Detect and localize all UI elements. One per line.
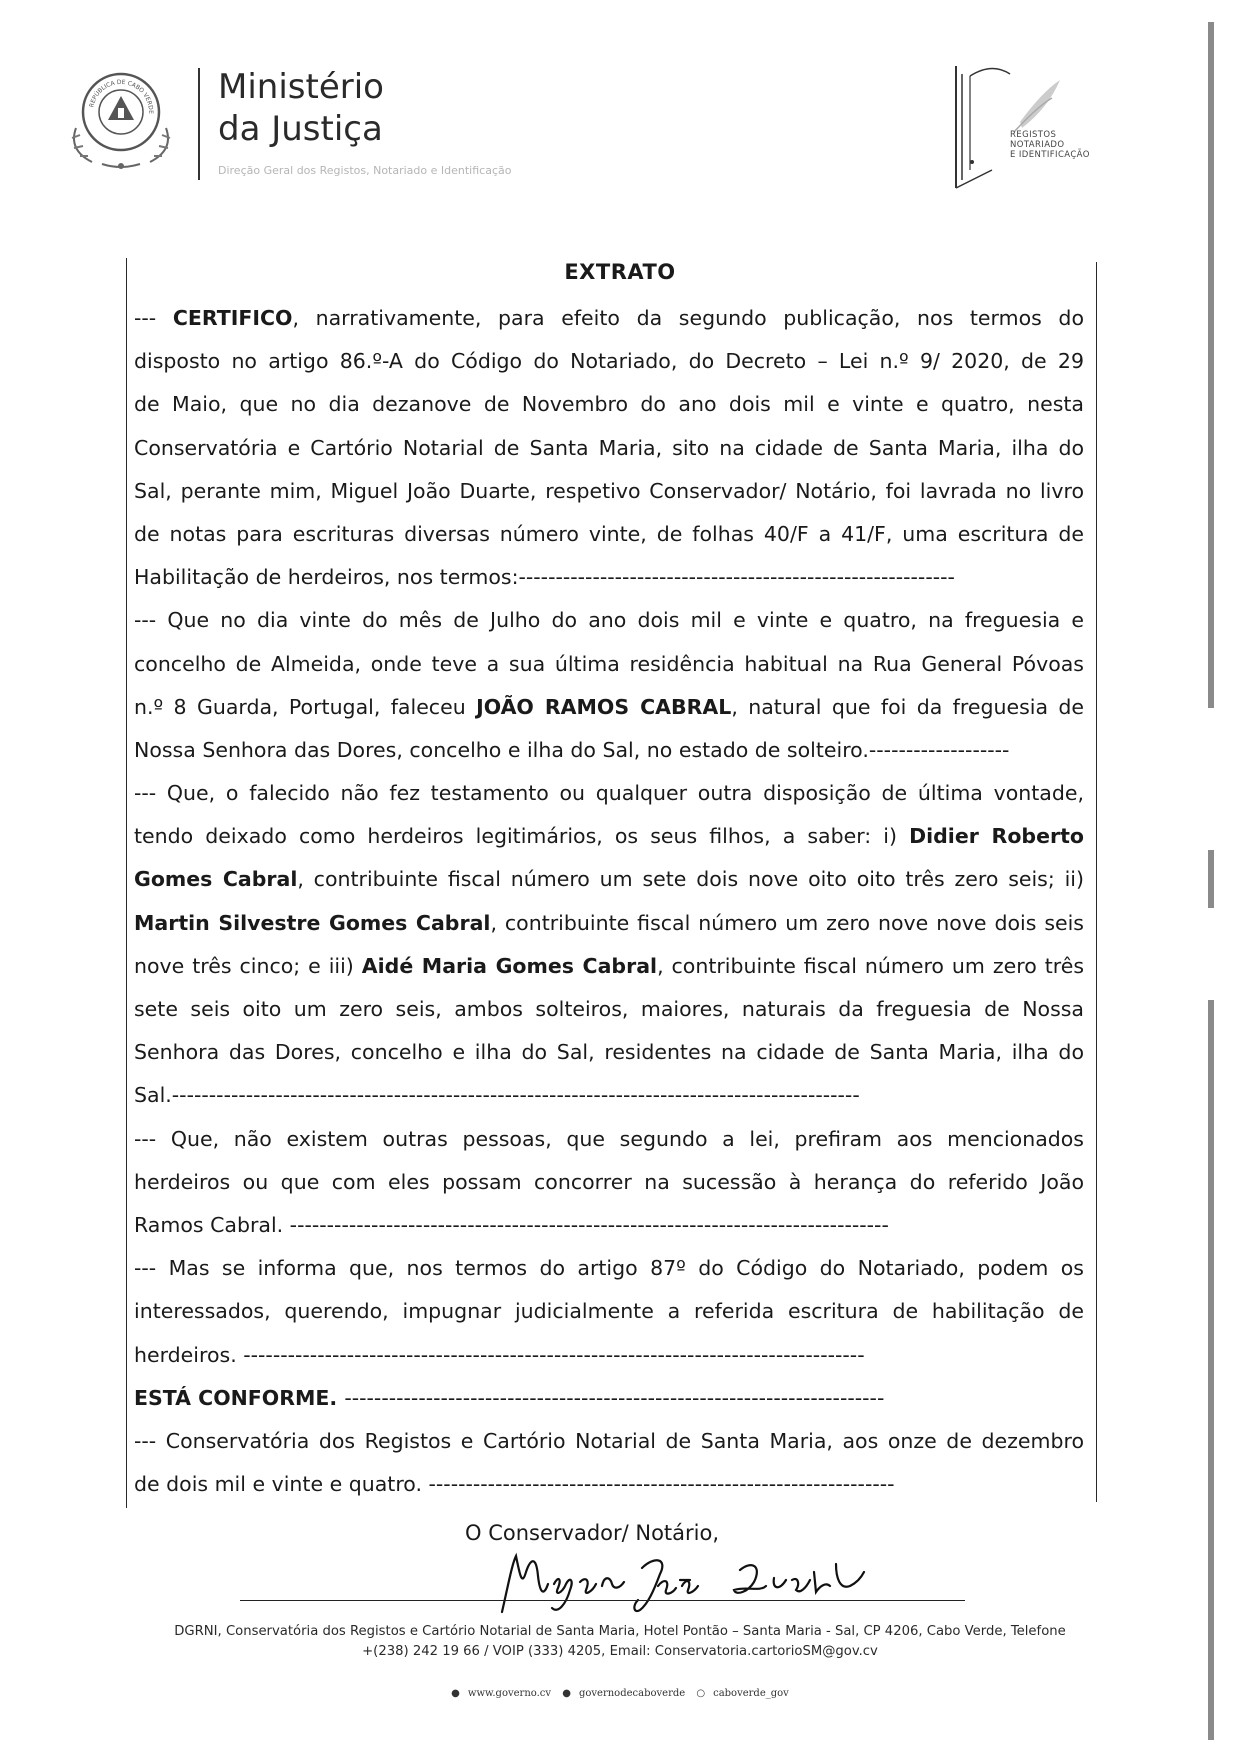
document-line	[134, 556, 1084, 599]
seal-text: REPÚBLICA DE CABO VERDE	[88, 78, 155, 114]
ministry-name	[218, 66, 384, 150]
body-frame-left	[126, 258, 127, 1508]
line-text: --- Mas se informa que, nos termos do artigo 87º do Código do Notariado, podem os	[134, 1256, 1084, 1281]
ministry-line-2: da Justiça	[218, 109, 383, 149]
bold-text: ESTÁ CONFORME.	[134, 1385, 345, 1410]
document-line	[134, 945, 1084, 988]
document-line	[134, 643, 1084, 686]
footer-address	[0, 1622, 1240, 1662]
footer-line-1: DGRNI, Conservatória dos Registos e Cartório Notarial de Santa Maria, Hotel Pontão – Santa Maria - Sal, CP 4206, Cabo Verde, Telefone	[174, 1624, 1066, 1639]
bold-text: JOÃO RAMOS CABRAL	[476, 694, 732, 719]
dgrni-text	[1010, 130, 1090, 160]
dgrni-line-3: E IDENTIFICAÇÃO	[1010, 150, 1090, 160]
document-line	[134, 1463, 1084, 1506]
bold-text: Gomes Cabral	[134, 867, 298, 892]
line-text: , contribuinte fiscal número um zero três	[657, 953, 1084, 978]
header-divider	[198, 68, 200, 180]
document-line	[134, 297, 1084, 340]
document-line	[134, 1290, 1084, 1333]
signature-line	[240, 1600, 965, 1601]
body-frame-right	[1096, 262, 1097, 1502]
document-line	[134, 1118, 1084, 1161]
instagram-icon: ○	[696, 1688, 706, 1699]
web-icon: ●	[451, 1688, 460, 1699]
ministry-subtitle: Direção Geral dos Registos, Notariado e Identificação	[218, 164, 512, 177]
line-text: disposto no artigo 86.º-A do Código do Notariado, do Decreto – Lei n.º 9/ 2020, de 29	[134, 349, 1084, 374]
document-line	[134, 1334, 1084, 1377]
document-line	[134, 383, 1084, 426]
line-text: n.º 8 Guarda, Portugal, faleceu	[134, 694, 477, 719]
bold-text: Aidé Maria Gomes Cabral	[361, 953, 658, 978]
document-line	[134, 427, 1084, 470]
dgrni-line-2: NOTARIADO	[1010, 140, 1065, 150]
document-line	[134, 513, 1084, 556]
document-body	[134, 297, 1084, 1506]
line-text: Habilitação de herdeiros, nos termos:-----------------------------------------------------------	[134, 565, 955, 590]
document-line	[134, 1074, 1084, 1117]
line-text: Sal.---------------------------------------------------------------------------------------------	[134, 1083, 860, 1108]
line-text: --- Que, o falecido não fez testamento ou qualquer outra disposição de última vontade,	[134, 781, 1084, 806]
document-line	[134, 470, 1084, 513]
line-text: , natural que foi da freguesia de	[731, 694, 1084, 719]
line-text: Sal, perante mim, Miguel João Duarte, respetivo Conservador/ Notário, foi lavrada no livro	[134, 478, 1084, 503]
document-line	[134, 1420, 1084, 1463]
document-title: EXTRATO	[564, 260, 676, 284]
line-text: Senhora das Dores, concelho e ilha do Sal, residentes na cidade de Santa Maria, ilha do	[134, 1040, 1084, 1065]
document-line	[134, 815, 1084, 858]
line-text: -------------------------------------------------------------------------	[344, 1385, 885, 1410]
line-text: , contribuinte fiscal número um sete dois nove oito oito três zero seis; ii)	[297, 867, 1084, 892]
line-text: herdeiros. ------------------------------------------------------------------------------------	[134, 1342, 865, 1367]
document-line	[134, 729, 1084, 772]
document-line	[134, 599, 1084, 642]
document-line	[134, 772, 1084, 815]
line-text: de notas para escrituras diversas número vinte, de folhas 40/F a 41/F, uma escritura de	[134, 521, 1084, 546]
line-text: sete seis oito um zero seis, ambos solteiros, maiores, naturais da freguesia de Nossa	[134, 997, 1084, 1021]
bold-text: CERTIFICO	[172, 306, 293, 330]
social-links	[0, 1688, 1240, 1699]
document-line	[134, 858, 1084, 901]
line-text: tendo deixado como herdeiros legitimários, os seus filhos, a saber: i)	[134, 824, 910, 849]
scan-edge-mark	[1208, 22, 1214, 708]
line-text: --- Que, não existem outras pessoas, que segundo a lei, prefiram aos mencionados	[134, 1126, 1084, 1151]
line-text: Conservatória e Cartório Notarial de Santa Maria, sito na cidade de Santa Maria, ilha do	[134, 435, 1084, 460]
bold-text: Martin Silvestre Gomes Cabral	[134, 910, 491, 935]
document-line	[134, 1031, 1084, 1074]
line-text: ---	[134, 306, 173, 330]
instagram-link[interactable]: caboverde_gov	[713, 1688, 789, 1699]
document-line	[134, 988, 1084, 1031]
document-line	[134, 902, 1084, 945]
document-line	[134, 1204, 1084, 1247]
line-text: de dois mil e vinte e quatro. ---------------------------------------------------------------	[134, 1472, 895, 1497]
document-line	[134, 1247, 1084, 1290]
line-text: --- Que no dia vinte do mês de Julho do ano dois mil e vinte e quatro, na freguesia e	[134, 608, 1084, 633]
web-link[interactable]: www.governo.cv	[467, 1688, 552, 1699]
scan-edge-mark	[1208, 850, 1214, 908]
document-line	[134, 1377, 1084, 1420]
facebook-icon: ●	[562, 1688, 571, 1699]
signature-label: O Conservador/ Notário,	[465, 1521, 720, 1545]
ministry-line-1: Ministério	[218, 67, 384, 107]
line-text: Ramos Cabral. ---------------------------------------------------------------------------------	[134, 1212, 889, 1237]
document-line	[134, 686, 1084, 729]
bold-text: Didier Roberto	[909, 824, 1084, 849]
document-line	[134, 1161, 1084, 1204]
facebook-link[interactable]: governodecaboverde	[578, 1688, 686, 1699]
line-text: , contribuinte fiscal número um zero nove nove dois seis	[490, 910, 1084, 935]
line-text: --- Conservatória dos Registos e Cartório Notarial de Santa Maria, aos onze de dezembro	[134, 1428, 1084, 1453]
line-text: nove três cinco; e iii)	[134, 953, 362, 978]
line-text: , narrativamente, para efeito da segundo publicação, nos termos do	[292, 306, 1084, 330]
document-line	[134, 340, 1084, 383]
line-text: de Maio, que no dia dezanove de Novembro do ano dois mil e vinte e quatro, nesta	[134, 392, 1084, 417]
line-text: concelho de Almeida, onde teve a sua última residência habitual na Rua General Póvoas	[134, 651, 1084, 676]
republic-seal-logo	[62, 58, 180, 180]
footer-line-2: +(238) 242 19 66 / VOIP (333) 4205, Email: Conservatoria.cartorioSM@gov.cv	[362, 1644, 878, 1659]
line-text: interessados, querendo, impugnar judicialmente a referida escritura de habilitação de	[134, 1299, 1084, 1324]
dgrni-line-1: REGISTOS	[1010, 130, 1057, 140]
line-text: herdeiros ou que com eles possam concorrer na sucessão à herança do referido João	[134, 1169, 1084, 1194]
handwritten-signature	[240, 1546, 970, 1616]
line-text: Nossa Senhora das Dores, concelho e ilha do Sal, no estado de solteiro.-------------------	[134, 737, 1010, 762]
dgrni-logo	[952, 62, 1102, 192]
